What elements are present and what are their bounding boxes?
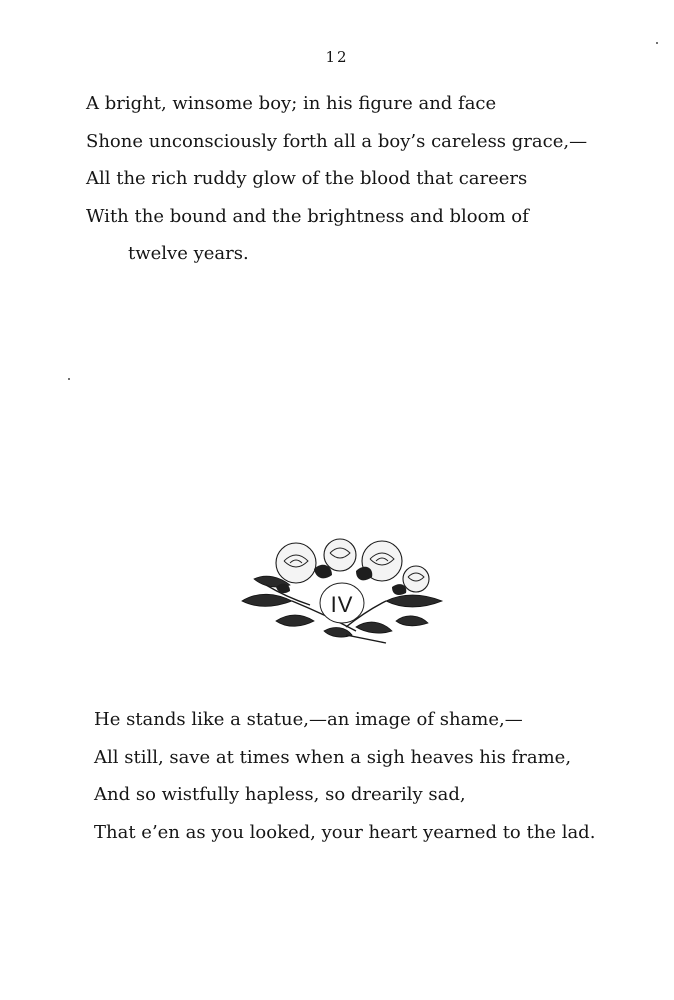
paper-speck: [656, 42, 658, 44]
verse-line: Shone unconsciously forth all a boy’s careless grace,—: [86, 130, 588, 152]
page-number: 12: [325, 48, 349, 66]
verse-line-continuation: twelve years.: [128, 243, 249, 264]
verse-line: A bright, winsome boy; in his figure and face: [86, 93, 497, 114]
section-numeral: IV: [330, 592, 354, 617]
verse-line: And so wistfully hapless, so drearily sad,: [94, 784, 466, 805]
stanza-1: [86, 90, 626, 278]
verse-line: He stands like a statue,—an image of shame,—: [94, 709, 523, 730]
stanza-2: [94, 706, 634, 856]
floral-ornament-icon: [236, 535, 448, 647]
verse-line: With the bound and the brightness and bloom of: [86, 205, 529, 227]
verse-line: All still, save at times when a sigh heaves his frame,: [94, 746, 572, 768]
verse-line: All the rich ruddy glow of the blood that careers: [86, 168, 528, 189]
paper-speck: [68, 378, 70, 380]
verse-line: That e’en as you looked, your heart yearned to the lad.: [94, 821, 596, 843]
floral-ornament: [236, 535, 448, 647]
